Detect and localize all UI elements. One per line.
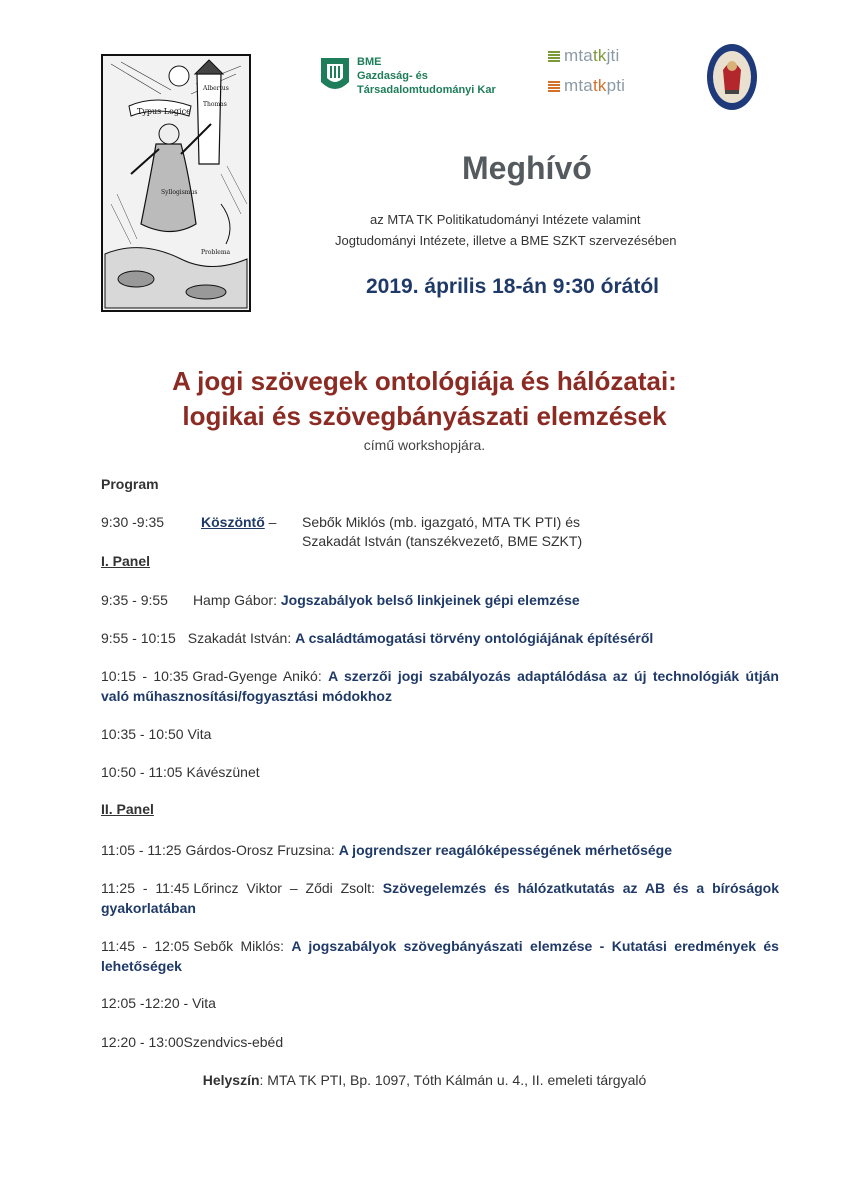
mta1-prefix: mta: [564, 46, 593, 65]
program-item: [101, 724, 779, 744]
item-time: 10:15 - 10:35: [101, 668, 189, 684]
bme-logo-text: [357, 55, 496, 97]
workshop-title-line2: logikai és szövegbányászati elemzések: [182, 401, 667, 431]
item-time: 12:05 -12:20: [101, 995, 180, 1011]
mta1-tk: tk: [592, 46, 607, 65]
program-item: [101, 590, 779, 610]
item-talk: Szövegelemzés és hálózatkutatás az AB és a bíróságok gyakorlatában: [101, 880, 779, 916]
welcome-speaker1: Sebők Miklós (mb. igazgató, MTA TK PTI) és: [302, 514, 581, 530]
welcome-speaker2: Szakadát István (tanszékvezető, BME SZKT): [302, 533, 583, 549]
bme-line3: Társadalomtudományi Kar: [357, 84, 496, 96]
item-time: 9:35 - 9:55: [101, 592, 168, 608]
item-time: 11:05 - 11:25: [101, 842, 182, 858]
organizer-line-2: Jogtudományi Intézete, illetve a BME SZKT szervezésében: [335, 233, 677, 248]
mta-bars-icon: [548, 80, 560, 93]
panel2-heading: II. Panel: [101, 801, 154, 817]
item-speaker: Kávészünet: [186, 764, 260, 780]
organizer-line-1: az MTA TK Politikatudományi Intézete valamint: [370, 212, 641, 227]
woodcut-label-top: Typus Logice: [137, 107, 191, 116]
item-talk: A jogrendszer reagálóképességének mérhetősége: [338, 842, 672, 858]
item-time: 9:55 - 10:15: [101, 630, 176, 646]
item-time: 12:20 - 13:00: [101, 1034, 184, 1050]
welcome-label: Köszöntő: [201, 514, 265, 530]
item-talk: A szerzői jogi szabályozás adaptálódása az új technológiák útján való műhasznosítási/fogyasztási módokhoz: [101, 668, 779, 704]
mta-bars-icon: [548, 50, 560, 63]
item-speaker: Lőrincz Viktor – Ződi Zsolt:: [193, 880, 383, 896]
woodcut-label-mid: Syllogismus: [161, 189, 198, 196]
item-time: 11:45 - 12:05: [101, 938, 190, 954]
item-time: 10:35 - 10:50: [101, 726, 184, 742]
mta1-suffix: jti: [606, 46, 620, 65]
bme-line1: BME: [357, 56, 382, 68]
item-time: 11:25 - 11:45: [101, 880, 190, 896]
mta2-prefix: mta: [564, 76, 593, 95]
item-time: 10:50 - 11:05: [101, 764, 183, 780]
item-talk: A jogszabályok szövegbányászati elemzése - Kutatási eredmények és lehetőségek: [101, 938, 779, 974]
welcome-dash: –: [264, 514, 277, 530]
item-speaker: Szakadát István:: [187, 630, 296, 646]
mta-tk-jti-logo: [548, 45, 619, 67]
welcome-time: 9:30 -9:35: [101, 514, 165, 530]
program-item: [101, 1032, 779, 1052]
program-heading: Program: [101, 476, 159, 492]
item-talk: Jogszabályok belső linkjeinek gépi elemzése: [280, 592, 580, 608]
program-item: [101, 993, 779, 1013]
item-speaker: - Vita: [179, 995, 216, 1011]
venue-label: Helyszín: [202, 1072, 260, 1088]
item-speaker: Grad-Gyenge Anikó:: [192, 668, 329, 684]
venue-line: [0, 1072, 849, 1088]
program-item: [101, 762, 779, 782]
mta2-tk: tk: [592, 76, 607, 95]
workshop-title-line1: A jogi szövegek ontológiája és hálózatai:: [172, 366, 677, 396]
item-talk: A családtámogatási törvény ontológiájának építéséről: [295, 630, 654, 646]
item-speaker: Sebők Miklós:: [193, 938, 292, 954]
item-speaker: Szendvics-ebéd: [183, 1034, 284, 1050]
venue-text: : MTA TK PTI, Bp. 1097, Tóth Kálmán u. 4., II. emeleti tárgyaló: [259, 1072, 647, 1088]
program-item: [101, 840, 779, 860]
item-speaker: Hamp Gábor:: [192, 592, 281, 608]
panel1-heading: I. Panel: [101, 553, 151, 569]
invite-title: Meghívó: [462, 150, 592, 186]
program-item: [101, 628, 779, 648]
woodcut-illustration: [101, 54, 251, 312]
program-item: [101, 666, 779, 706]
bme-line2: Gazdaság- és: [357, 70, 428, 82]
welcome-label-group: [201, 514, 276, 530]
workshop-subtitle: című workshopjára.: [363, 437, 486, 453]
mta2-suffix: pti: [606, 76, 626, 95]
event-date: 2019. április 18-án 9:30 órától: [366, 275, 659, 298]
academy-seal-logo: [705, 42, 759, 112]
program-item: [101, 878, 779, 918]
program-item: [101, 936, 779, 976]
woodcut-label-right1: Albertus: [203, 85, 229, 92]
item-speaker: Vita: [187, 726, 212, 742]
mta-tk-pti-logo: [548, 75, 625, 97]
item-speaker: Gárdos-Orosz Fruzsina:: [185, 842, 339, 858]
woodcut-label-right2: Thomas: [203, 101, 227, 108]
bme-logo: [319, 54, 351, 96]
woodcut-label-bottom: Problema: [201, 249, 231, 256]
